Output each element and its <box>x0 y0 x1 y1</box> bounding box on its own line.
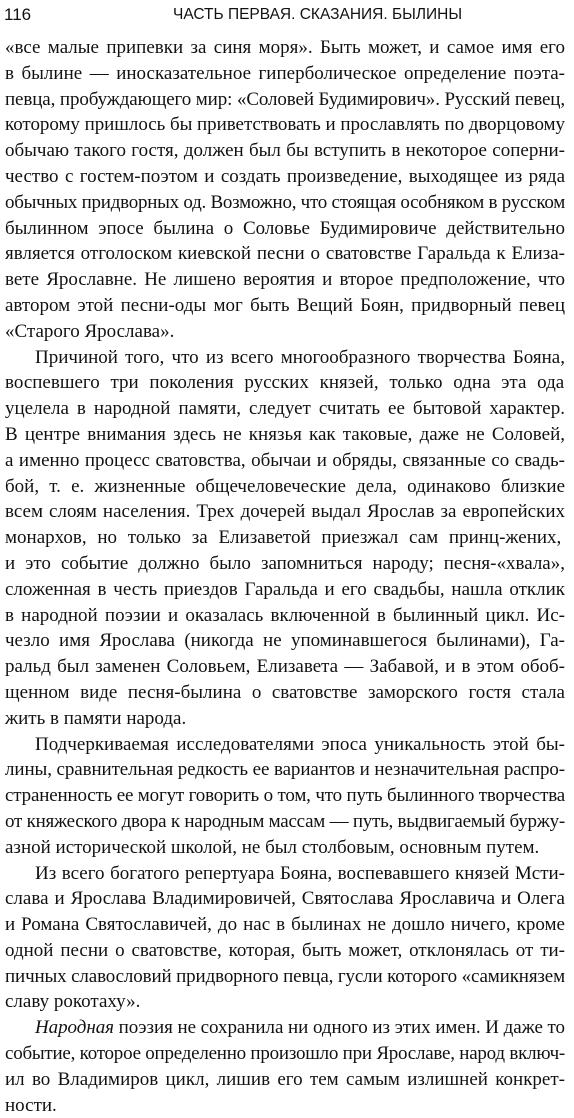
text-line: от княжеского двора к народным массам — путь, выдвигаемый буржу- <box>5 810 565 832</box>
paragraph <box>5 1015 565 1118</box>
paragraph <box>5 35 565 345</box>
text-line: событие, которое определенно произошло при Ярославе, народ включ- <box>5 1043 565 1065</box>
text-line: и это событие должно было запомниться народу; песня-«хвала», <box>5 552 565 574</box>
text-line: ности. <box>5 1094 57 1116</box>
text-line: обычных придворных од. Возможно, что стоящая особняком в русском <box>5 191 565 213</box>
text-line: которому пришлось бы приветствовать и прославлять по дворцовому <box>5 114 565 136</box>
text-line: в былине — иносказательное гиперболическое определение поэта- <box>5 62 565 84</box>
text-line: Причиной того, что из всего многообразного творчества Бояна, <box>35 346 565 368</box>
text-line: Подчеркиваемая исследователями эпоса уникальность этой бы- <box>35 733 565 755</box>
text-line: и Романа Святославичей, до нас в былинах не дошло ничего, кроме <box>5 914 565 936</box>
text-line: монархов, но только за Елизаветой приезжал сам принц-жених, <box>5 527 562 549</box>
text-line: былинном эпосе былина о Соловье Будимировиче действительно <box>5 217 565 239</box>
text-line: сложенная в честь приездов Гаральда и его свадьбы, нашла отклик <box>5 578 565 600</box>
text-line: В центре внимания здесь не князья как таковые, даже не Соловей, <box>5 423 565 445</box>
text-line: азной исторической школой, не был столбовым, основным путем. <box>5 836 540 858</box>
text-line: жить в памяти народа. <box>5 707 187 729</box>
text-line: чество с гостем-поэтом и создать произведение, выходящее из ряда <box>5 165 565 187</box>
text-line: одной песни о сватовстве, которая, быть может, отклонялась от ти- <box>5 939 565 961</box>
text-line: а именно процесс сватовства, обычаи и обряды, связанные со свадь- <box>5 449 565 471</box>
body-text <box>5 35 565 1118</box>
paragraph <box>5 732 565 861</box>
text-line: страненность ее могут говорить о том, что путь былинного творчества <box>5 785 565 807</box>
text-line: пичных славословий придворного певца, гусли которого «самикнязем <box>5 965 565 987</box>
text-line: автором этой песни-оды мог быть Вещий Боян, придворный певец <box>5 294 565 316</box>
text-line <box>5 1015 565 1041</box>
text-line: «Старого Ярослава». <box>5 320 175 342</box>
text-line: в народной поэзии и оказалась включенной в былинный цикл. Ис- <box>5 604 565 626</box>
text-line: вете Ярославне. Не лишено вероятия и второе предположение, что <box>5 269 565 291</box>
text-line: щенном виде песня-былина о сватовстве заморского гостя стала <box>5 681 565 703</box>
page-header <box>4 3 566 27</box>
text-line: ил во Владимиров цикл, лишив его тем самым излишней конкрет- <box>5 1068 565 1090</box>
text-line: является отголоском киевской песни о сватовстве Гаральда к Елиза- <box>5 243 565 265</box>
text-line: чезло имя Ярослава (никогда не упоминавшегося былинами), Га- <box>5 630 565 652</box>
text-line: уцелела в народной памяти, следует считать ее бытовой характер. <box>5 398 565 420</box>
running-head: ЧАСТЬ ПЕРВАЯ. СКАЗАНИЯ. БЫЛИНЫ <box>173 6 463 23</box>
italic-word: Народная <box>35 1017 114 1039</box>
text-line: воспевшего три поколения русских князей, только одна эта ода <box>5 372 565 394</box>
text-line: слава и Ярослава Владимировичей, Святослава Ярославича и Олега <box>5 888 565 910</box>
text-line: лины, сравнительная редкость ее вариантов и незначительная распро- <box>5 759 566 781</box>
text-line: славу рокотаху». <box>5 991 141 1013</box>
paragraph <box>5 861 565 1016</box>
text-line: певца, пробуждающего мир: «Соловей Будимирович». Русский певец, <box>5 88 565 110</box>
page-number: 116 <box>4 5 32 24</box>
line-rest: поэзия не сохранила ни одного из этих имен. И даже то <box>113 1017 565 1039</box>
text-line: всем слоям населения. Трех дочерей выдал Ярослав за европейских <box>5 501 565 523</box>
text-line: ральд был заменен Соловьем, Елизавета — Забавой, и в этом обоб- <box>5 656 565 678</box>
text-line: бой, т. е. жизненные общечеловеческие дела, одинаково близкие <box>5 475 565 497</box>
text-line: обычаю такого гостя, должен был бы вступить в некоторое соперни- <box>5 140 565 162</box>
text-line: Из всего богатого репертуара Бояна, воспевавшего князей Мсти- <box>35 862 565 884</box>
text-line: «все малые припевки за синя моря». Быть может, и самое имя его <box>5 37 565 58</box>
paragraph <box>5 345 565 732</box>
